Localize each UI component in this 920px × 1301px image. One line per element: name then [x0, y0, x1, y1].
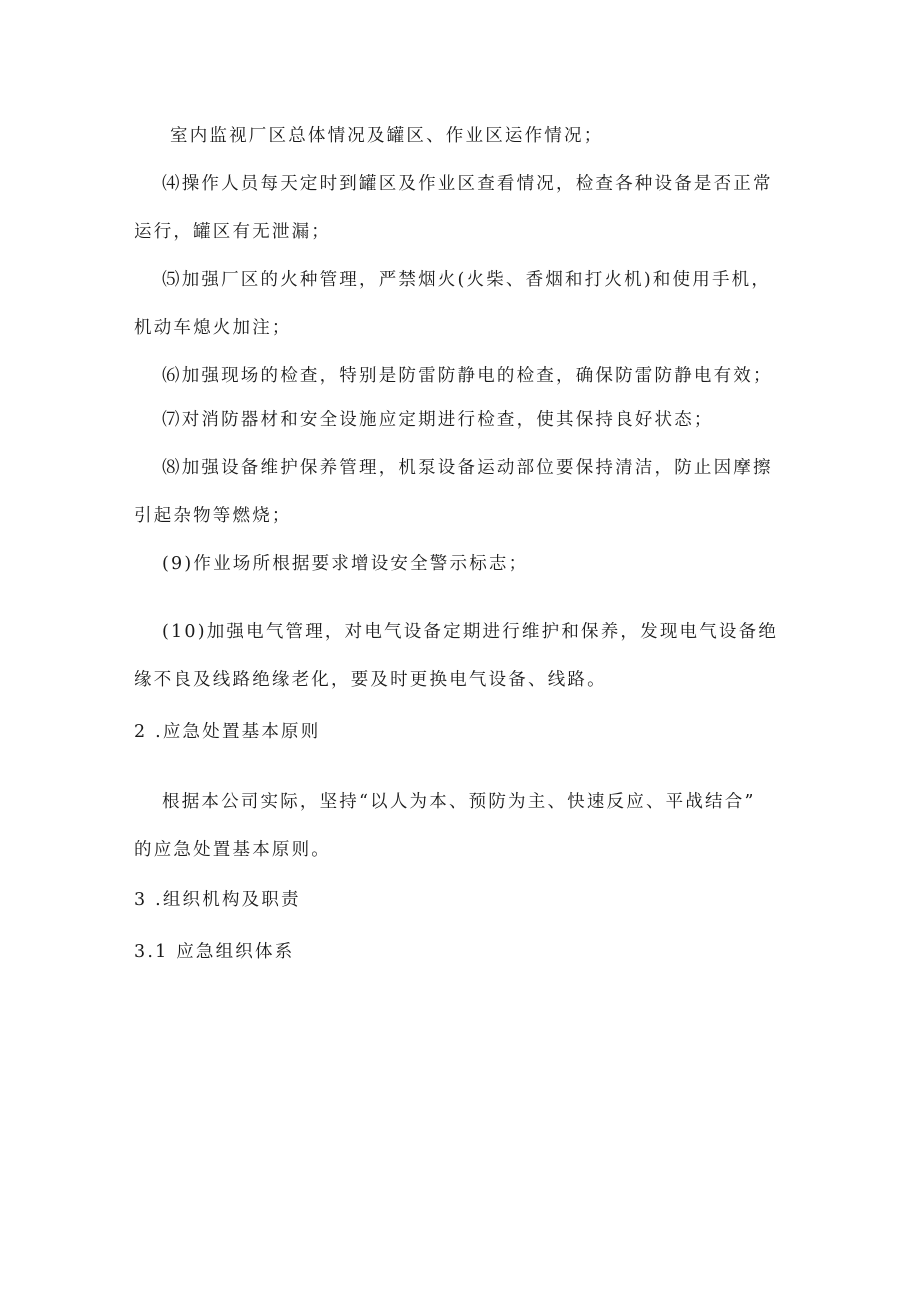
paragraph-line: 根据本公司实际，坚持“以人为本、预防为主、快速反应、平战结合”: [162, 792, 756, 812]
list-item-6: ⑹加强现场的检查，特别是防雷防静电的检查，确保防雷防静电有效；: [162, 366, 773, 386]
list-item-4: ⑷操作人员每天定时到罐区及作业区查看情况，检查各种设备是否正常: [162, 174, 773, 194]
section-heading-3: 3 .组织机构及职责: [134, 890, 301, 910]
paragraph-line: 引起杂物等燃烧；: [134, 506, 292, 526]
list-item-5: ⑸加强厂区的火种管理，严禁烟火(火柴、香烟和打火机)和使用手机，: [162, 270, 772, 290]
paragraph-line: 缘不良及线路绝缘老化，要及时更换电气设备、线路。: [134, 670, 607, 690]
section-heading-2: 2 .应急处置基本原则: [134, 722, 321, 742]
list-item-10: (10)加强电气管理，对电气设备定期进行维护和保养，发现电气设备绝: [162, 622, 779, 642]
list-item-7: ⑺对消防器材和安全设施应定期进行检查，使其保持良好状态；: [162, 410, 714, 430]
paragraph-line: 运行，罐区有无泄漏；: [134, 222, 331, 242]
paragraph-line: 室内监视厂区总体情况及罐区、作业区运作情况；: [170, 126, 604, 146]
subsection-heading-3-1: 3.1 应急组织体系: [134, 942, 295, 962]
list-item-9: (9)作业场所根据要求增设安全警示标志；: [162, 554, 529, 574]
paragraph-line: 的应急处置基本原则。: [134, 840, 331, 860]
paragraph-line: 机动车熄火加注；: [134, 318, 292, 338]
list-item-8: ⑻加强设备维护保养管理，机泵设备运动部位要保持清洁，防止因摩擦: [162, 458, 773, 478]
